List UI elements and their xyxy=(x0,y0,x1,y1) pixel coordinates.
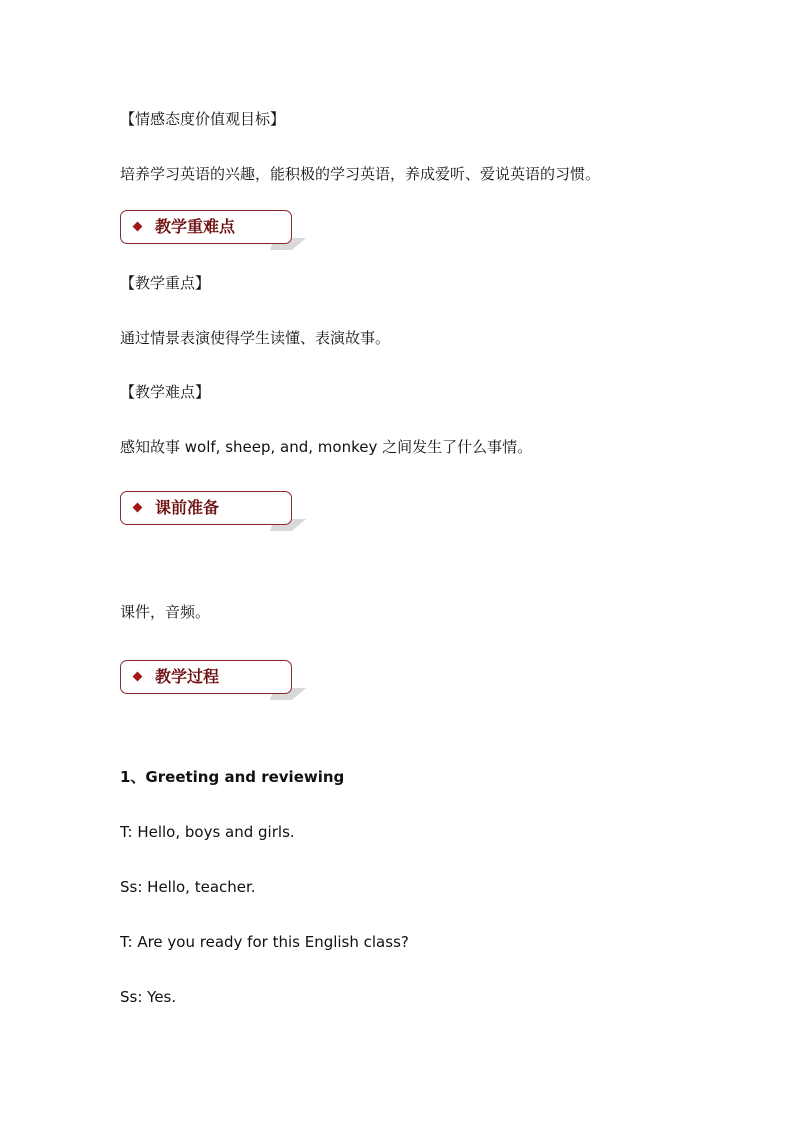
section-header-preparation xyxy=(120,491,306,531)
teaching-focus-heading: 【教学重点】 xyxy=(120,274,211,292)
dialogue-line: Ss: Hello, teacher. xyxy=(120,878,256,896)
dialogue-line: Ss: Yes. xyxy=(120,988,177,1006)
teaching-difficulty-text: 感知故事 wolf, sheep, and, monkey 之间发生了什么事情。 xyxy=(120,438,533,456)
affective-goals-heading: 【情感态度价值观目标】 xyxy=(120,110,286,128)
teaching-difficulty-heading: 【教学难点】 xyxy=(120,383,211,401)
dialogue-line: T: Are you ready for this English class? xyxy=(120,933,409,951)
section-title: 课前准备 xyxy=(155,498,220,517)
preparation-text: 课件，音频。 xyxy=(120,603,211,621)
step-heading: 1、Greeting and reviewing xyxy=(120,768,345,786)
section-header-process xyxy=(120,660,306,700)
teaching-focus-text: 通过情景表演使得学生读懂、表演故事。 xyxy=(120,329,391,347)
section-header-key-points xyxy=(120,210,306,250)
affective-goals-text: 培养学习英语的兴趣，能积极的学习英语，养成爱听、爱说英语的习惯。 xyxy=(120,165,601,183)
section-title: 教学过程 xyxy=(155,667,220,686)
dialogue-line: T: Hello, boys and girls. xyxy=(120,823,295,841)
section-title: 教学重难点 xyxy=(155,217,236,236)
